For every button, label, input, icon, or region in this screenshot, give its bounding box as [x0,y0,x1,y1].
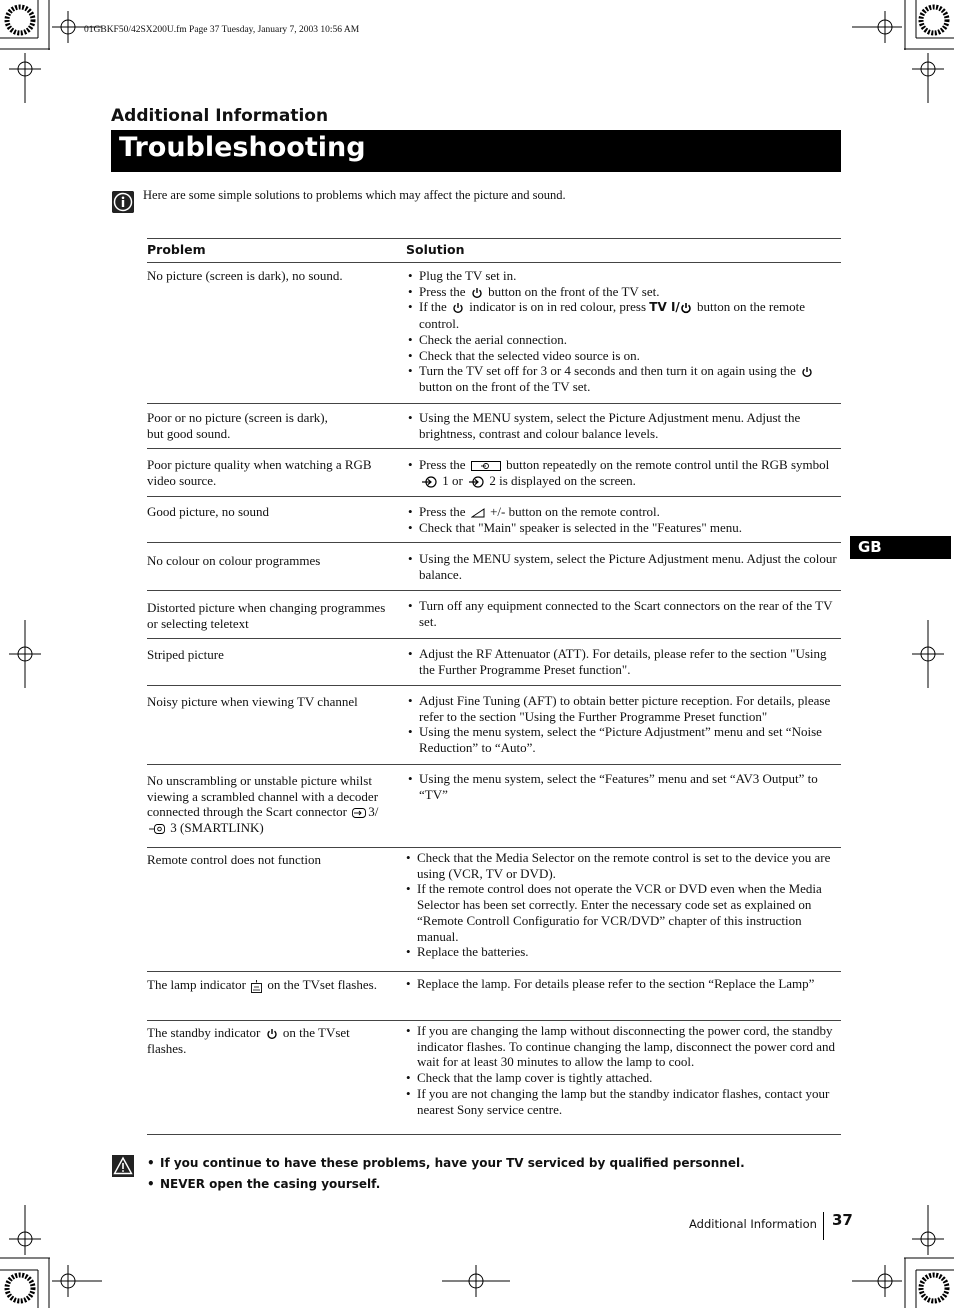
solution-text: If the [419,299,447,315]
solution-text: button repeatedly on the remote control until the RGB symbol [506,457,830,472]
solution-item: • Check the aerial connection. [406,332,841,348]
solution-list [406,410,841,441]
solution-text: Press the [419,283,466,299]
solution-list [406,268,841,395]
language-tab [850,536,951,559]
input-button-icon [471,461,501,471]
problem-cell [147,773,387,836]
column-header-solution: Solution [406,242,465,257]
row-rule [147,638,841,639]
solution-list [406,693,841,756]
row-rule [147,496,841,497]
solution-list [406,976,841,992]
solution-item: • Check that the selected video source is on. [406,348,841,364]
solution-item: • Replace the lamp. For details please refer to the section “Replace the Lamp” [406,976,841,992]
solution-text: 1 or [442,472,463,488]
solution-list [406,646,841,677]
solution-item: • Adjust Fine Tuning (AFT) to obtain better picture reception. For details, please refer to the section "Using the Further Programme Preset function" [406,693,841,724]
solution-text: button on the front of the TV set. [419,378,591,394]
problem-text: 3/ [368,804,379,820]
solution-item: • Turn off any equipment connected to the Scart connectors on the rear of the TV set. [406,598,841,629]
volume-icon [471,508,485,518]
info-icon [112,191,134,213]
problem-cell: Remote control does not function [147,852,322,867]
solution-item: • If you are not changing the lamp but the standby indicator flashes, contact your nearest Sony service centre. [406,1086,841,1117]
solution-text: button on the remote control. [419,299,805,332]
solution-item [406,457,841,488]
warning-icon [112,1155,134,1177]
solution-item: • Check that the lamp cover is tightly attached. [406,1070,841,1086]
page-title-bar [111,130,841,172]
row-rule [147,847,841,848]
solution-text: +/- button on the remote control. [490,504,660,519]
lamp-icon [251,980,262,993]
solution-item: • If the remote control does not operate the VCR or DVD even when the Media Selector has been set correctly. Enter the necessary code set as explained on “Remote Controll Configuratio for VCR/DVD” chapter of this instruction manual. [406,881,841,944]
power-icon [680,302,692,314]
problem-cell: No colour on colour programmes [147,553,321,568]
solution-list [406,551,841,582]
power-icon [452,302,464,314]
solution-text: indicator is on in red colour, press [469,299,647,315]
table-top-rule [147,238,841,239]
solution-item: • Using the MENU system, select the Picture Adjustment menu. Adjust the brightness, contrast and colour balance levels. [406,410,841,441]
footer-divider [823,1212,824,1240]
row-rule [147,542,841,543]
solution-item: • If you are changing the lamp without disconnecting the power cord, the standby indicator flashes. To continue changing the lamp, disconnect the power cord and wait for at least 30 minutes to allow the lamp to cool. [406,1023,841,1070]
page-number: 37 [832,1211,853,1229]
warning-list [147,1153,841,1195]
solution-text: Turn the TV set off for 3 or 4 seconds and then turn it on again using the [419,363,796,379]
problem-text: The standby indicator [147,1025,261,1040]
solution-list [406,850,841,960]
solution-item: • Check that the Media Selector on the remote control is set to the device you are using (VCR, TV or DVD). [406,850,841,881]
solution-list [406,1023,841,1117]
problem-cell: Striped picture [147,647,224,662]
problem-cell: Distorted picture when changing programmes or selecting teletext [147,600,386,631]
intro-text: Here are some simple solutions to problems which may affect the picture and sound. [143,188,566,202]
problem-text: 3 (SMARTLINK) [170,820,264,836]
scart-output-icon [149,824,165,834]
solution-item: • Using the MENU system, select the Picture Adjustment menu. Adjust the colour balance. [406,551,841,582]
problem-cell [147,977,387,993]
file-header: 01GBKF50/42SX200U.fm Page 37 Tuesday, January 7, 2003 10:56 AM [84,25,360,35]
input-icon [421,476,437,488]
row-rule [147,403,841,404]
solution-item: • Check that "Main" speaker is selected in the "Features" menu. [406,520,841,536]
header-rule [147,262,841,263]
footer-section-label: Additional Information [689,1217,817,1231]
scart-input-icon [352,808,366,818]
solution-item: • Adjust the RF Attenuator (ATT). For details, please refer to the section "Using the Further Programme Preset function". [406,646,841,677]
page-title: Troubleshooting [119,132,366,163]
solution-list [406,457,841,488]
column-header-problem: Problem [147,242,206,257]
problem-cell: Poor or no picture (screen is dark), but good sound. [147,410,328,441]
solution-item: • Using the menu system, select the “Picture Adjustment” menu and set “Noise Reduction” to “Auto”. [406,724,841,755]
warning-item: • NEVER open the casing yourself. [147,1174,841,1195]
row-rule [147,590,841,591]
problem-cell: Poor picture quality when watching a RGB video source. [147,457,372,488]
language-tab-label: GB [858,538,882,556]
section-title: Additional Information [111,106,329,126]
row-rule [147,448,841,449]
solution-item [406,284,841,300]
problem-cell: Noisy picture when viewing TV channel [147,694,358,709]
table-bottom-rule [147,1134,841,1135]
solution-item: • Plug the TV set in. [406,268,841,284]
solution-item: • Using the menu system, select the “Features” menu and set “AV3 Output” to “TV” [406,771,841,802]
problem-text: No unscrambling or unstable picture whilst viewing a scrambled channel with a decoder connected through the Scart connector [147,773,379,820]
problem-cell: No picture (screen is dark), no sound. [147,268,343,283]
solution-list [406,598,841,629]
solution-list [406,504,841,535]
tv-button-label: TV I/ [649,300,680,315]
solution-text: Press the [419,457,466,472]
row-rule [147,1020,841,1021]
row-rule [147,685,841,686]
solution-list [406,771,841,802]
problem-text: The lamp indicator [147,977,246,992]
solution-text: 2 is displayed on the screen. [489,472,636,488]
warning-item: • If you continue to have these problems, have your TV serviced by qualified personnel. [147,1153,841,1174]
solution-item: • Replace the batteries. [406,944,841,960]
solution-text: Press the [419,504,466,519]
power-icon [266,1028,278,1040]
problem-text: on the TVset flashes. [147,1025,350,1056]
solution-item [406,363,841,394]
row-rule [147,971,841,972]
problem-cell [147,1025,387,1056]
row-rule [147,764,841,765]
problem-text: on the TVset flashes. [267,977,377,992]
input-icon [468,476,484,488]
power-icon [471,287,483,299]
solution-item [406,299,841,331]
power-icon [801,366,813,378]
problem-cell: Good picture, no sound [147,504,270,519]
solution-item [406,504,841,520]
solution-text: button on the front of the TV set. [488,283,660,299]
